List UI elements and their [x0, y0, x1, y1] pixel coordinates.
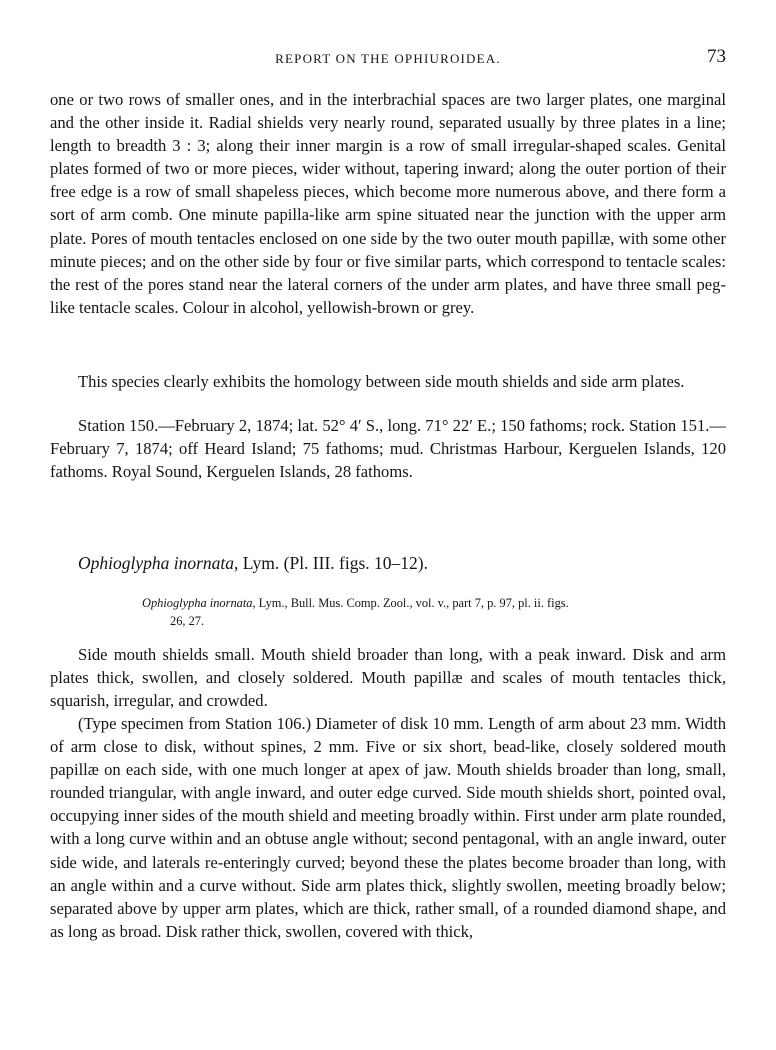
running-head [50, 46, 726, 70]
paragraph-homology [50, 370, 726, 393]
page-number: 73 [707, 46, 726, 67]
running-title: REPORT ON THE OPHIUROIDEA. [275, 51, 501, 66]
paragraph-continuation [50, 88, 726, 319]
paragraph-text: (Type specimen from Station 106.) Diameter of disk 10 mm. Length of arm about 23 mm. Width of arm close to disk, without spines, 2 mm. Five or six short, bead-like, closely soldered mouth papillæ on each side, with one much longer at apex of jaw. Mouth shields broader than long, small, rounded triangular, with angle inward, and outer edge curved. Side mouth shields short, pointed oval, occupying inner sides of the mouth shield and meeting broadly within. First under arm plate rounded, with a long curve within and an obtuse angle without; second pentagonal, with an angle inward, outer side wide, and laterals re-enteringly curved; beyond these the plates become broader than long, with an angle within and a curve without. Side arm plates thick, slightly swollen, meeting broadly below; separated above by upper arm plates, which are thick, rather small, of a rounded diamond shape, and as long as broad. Disk rather thick, swollen, covered with thick, [50, 714, 726, 941]
paragraph-text: This species clearly exhibits the homology between side mouth shields and side arm plates. [78, 372, 685, 391]
reference-species-name: Ophioglypha inornata [142, 596, 253, 610]
species-citation: , Lym. (Pl. III. figs. 10–12). [234, 553, 428, 573]
paragraph-text: Station 150.—February 2, 1874; lat. 52° 4′ S., long. 71° 22′ E.; 150 fathoms; rock. Station 151.—February 7, 1874; off Heard Island; 75 fathoms; mud. Christmas Harbour, Kerguelen Islands, 120 fathoms. Royal Sound, Kerguelen Islands, 28 fathoms. [50, 416, 726, 482]
reference-figures: 26, 27. [170, 614, 205, 628]
paragraph-text: Side mouth shields small. Mouth shield broader than long, with a peak inward. Disk and arm plates thick, swollen, and closely soldered. Mouth papillæ and scales of mouth tentacles thick, squarish, irregular, and crowded. [50, 645, 726, 711]
species-name: Ophioglypha inornata [78, 553, 235, 573]
paragraph-description [50, 712, 726, 943]
species-heading [78, 553, 428, 574]
reference-citation: , Lym., Bull. Mus. Comp. Zool., vol. v., part 7, p. 97, pl. ii. figs. [252, 596, 569, 610]
paragraph-diagnosis [50, 643, 726, 712]
paragraph-stations [50, 414, 726, 483]
synonymy-reference [142, 594, 726, 630]
paragraph-text: one or two rows of smaller ones, and in the interbrachial spaces are two larger plates, one marginal and the other inside it. Radial shields very nearly round, separated usually by three plates in a line; length to breadth 3 : 3; along their inner margin is a row of small irregular-shaped scales. Genital plates formed of two or more pieces, wider without, tapering inward; along the outer portion of their free edge is a row of small shapeless pieces, which become more numerous above, and there form a sort of arm comb. One minute papilla-like arm spine situated near the junction with the upper arm plate. Pores of mouth tentacles enclosed on one side by the two outer mouth papillæ, with some other minute pieces; and on the other side by four or five similar parts, which correspond to tentacle scales: the rest of the pores stand near the lateral corners of the under arm plates, and have three small peg-like tentacle scales. Colour in alcohol, yellowish-brown or grey. [50, 90, 726, 317]
